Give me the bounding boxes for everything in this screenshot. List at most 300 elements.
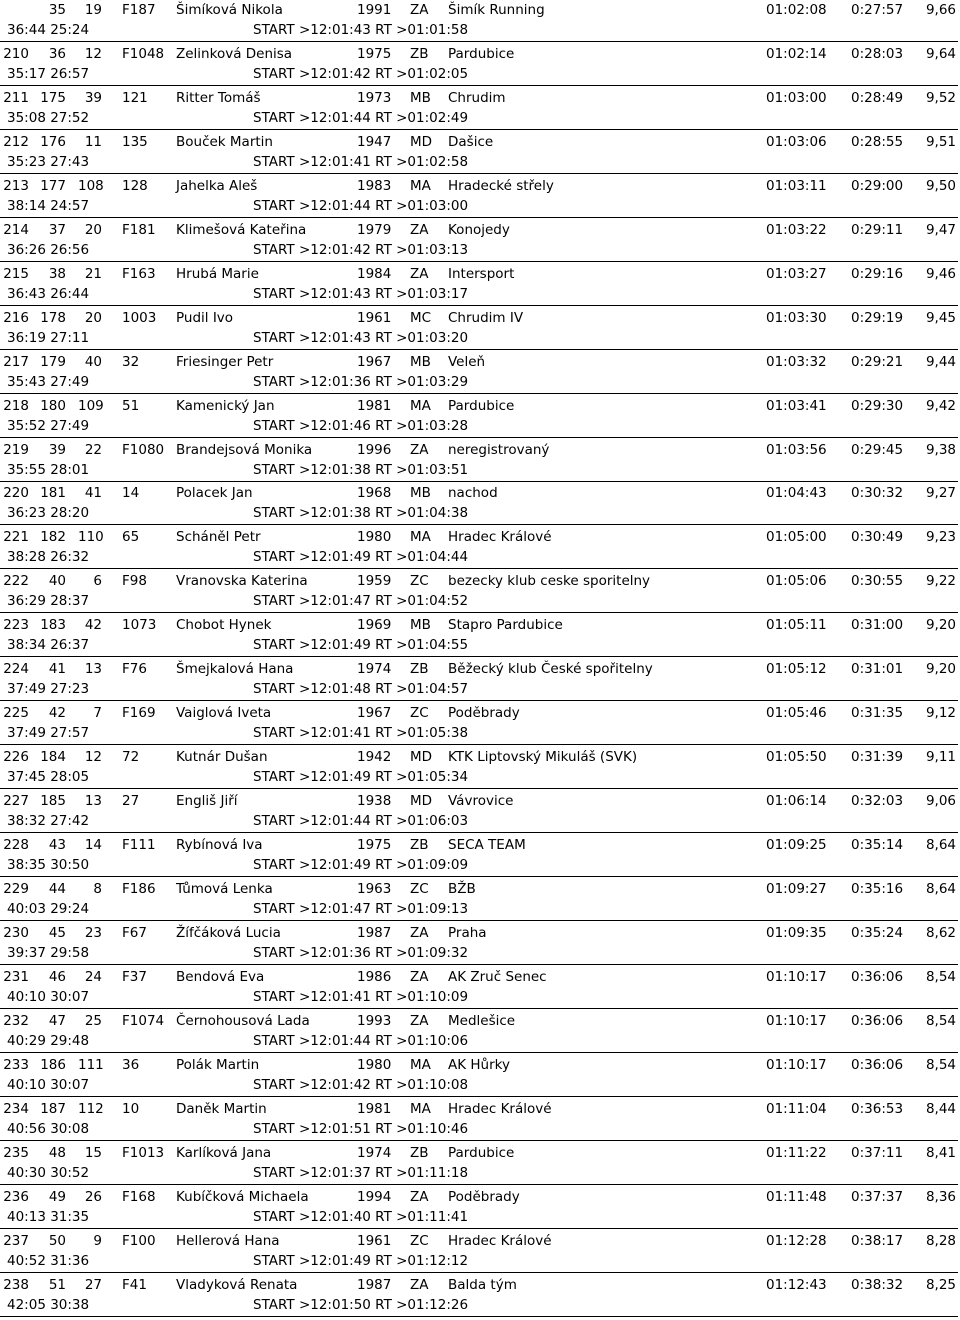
time-behind: 0:31:01 <box>851 661 904 678</box>
category-code: ZA <box>410 968 429 985</box>
row-detail-line <box>0 460 960 480</box>
row-main-line <box>0 879 960 899</box>
subcategory-position: 23 <box>84 924 102 941</box>
overall-place: 222 <box>3 573 29 590</box>
row-main-line <box>0 396 960 416</box>
overall-place: 231 <box>3 968 29 985</box>
start-info: START >12:01:43 RT >01:03:20 <box>253 329 469 346</box>
category-code: ZB <box>410 837 429 854</box>
row-divider <box>0 524 958 525</box>
overall-place: 218 <box>3 397 29 414</box>
row-divider <box>0 305 958 306</box>
category-code: MD <box>410 793 433 810</box>
row-detail-line <box>0 767 960 787</box>
speed-kmh: 8,44 <box>925 1100 956 1117</box>
category-position: 38 <box>48 265 66 282</box>
speed-kmh: 8,64 <box>925 881 956 897</box>
category-position: 50 <box>48 1232 66 1249</box>
time-behind: 0:35:16 <box>851 881 904 897</box>
split-times: 38:32 27:42 <box>7 813 90 830</box>
row-divider <box>0 1316 958 1317</box>
row-divider <box>0 349 958 350</box>
subcategory-position: 27 <box>84 1276 102 1293</box>
category-code: MA <box>410 529 431 546</box>
subcategory-position: 42 <box>84 617 102 634</box>
time-behind: 0:31:39 <box>851 749 904 766</box>
row-detail-line <box>0 284 960 304</box>
table-row <box>0 483 960 527</box>
table-row <box>0 308 960 352</box>
club-name: BŽB <box>448 881 476 897</box>
row-divider <box>0 437 958 438</box>
bib-number: F76 <box>122 661 147 678</box>
birth-year: 1975 <box>357 45 392 62</box>
row-main-line <box>0 527 960 547</box>
category-code: MD <box>410 749 433 766</box>
bib-number: F1074 <box>122 1012 165 1029</box>
bib-number: F163 <box>122 265 156 282</box>
club-name: Poděbrady <box>448 1188 520 1205</box>
category-code: MD <box>410 133 433 150</box>
table-row <box>0 1055 960 1099</box>
time-behind: 0:36:06 <box>851 968 904 985</box>
subcategory-position: 20 <box>84 221 102 238</box>
row-main-line <box>0 703 960 723</box>
row-main-line <box>0 1187 960 1207</box>
subcategory-position: 6 <box>93 573 102 590</box>
split-times: 36:29 28:37 <box>7 593 90 610</box>
category-position: 181 <box>40 485 66 502</box>
time-behind: 0:29:21 <box>851 353 904 370</box>
runner-name: Hrubá Marie <box>176 265 259 282</box>
category-position: 183 <box>40 617 66 634</box>
category-code: ZB <box>410 661 429 678</box>
birth-year: 1991 <box>357 2 392 18</box>
subcategory-position: 20 <box>84 309 102 326</box>
speed-kmh: 9,12 <box>925 705 956 722</box>
row-divider <box>0 920 958 921</box>
speed-kmh: 9,06 <box>925 793 956 810</box>
subcategory-position: 108 <box>78 177 104 194</box>
row-detail-line <box>0 899 960 919</box>
subcategory-position: 40 <box>84 353 102 370</box>
split-times: 36:26 26:56 <box>7 241 90 258</box>
club-name: Hradec Králové <box>448 529 552 546</box>
split-times: 40:52 31:36 <box>7 1252 90 1269</box>
row-divider <box>0 129 958 130</box>
category-position: 48 <box>48 1144 66 1161</box>
category-position: 184 <box>40 749 66 766</box>
time-behind: 0:27:57 <box>851 2 904 18</box>
row-main-line <box>0 791 960 811</box>
category-position: 182 <box>40 529 66 546</box>
club-name: Poděbrady <box>448 705 520 722</box>
row-detail-line <box>0 503 960 523</box>
category-position: 35 <box>48 2 66 18</box>
start-info: START >12:01:42 RT >01:10:08 <box>253 1076 469 1093</box>
split-times: 37:49 27:23 <box>7 681 90 698</box>
category-code: ZA <box>410 221 429 238</box>
runner-name: Friesinger Petr <box>176 353 274 370</box>
row-detail-line <box>0 416 960 436</box>
birth-year: 1996 <box>357 441 392 458</box>
start-info: START >12:01:36 RT >01:09:32 <box>253 944 469 961</box>
runner-name: Brandejsová Monika <box>176 441 313 458</box>
birth-year: 1994 <box>357 1188 392 1205</box>
row-detail-line <box>0 328 960 348</box>
runner-name: Polák Martin <box>176 1056 260 1073</box>
time-behind: 0:35:14 <box>851 837 904 854</box>
row-divider <box>0 744 958 745</box>
speed-kmh: 9,44 <box>925 353 956 370</box>
finish-time: 01:12:28 <box>766 1232 827 1249</box>
overall-place: 219 <box>3 441 29 458</box>
category-position: 180 <box>40 397 66 414</box>
row-detail-line <box>0 987 960 1007</box>
finish-time: 01:11:04 <box>766 1100 827 1117</box>
row-divider <box>0 1096 958 1097</box>
subcategory-position: 22 <box>84 441 102 458</box>
bib-number: F187 <box>122 2 156 18</box>
finish-time: 01:05:06 <box>766 573 827 590</box>
row-main-line <box>0 571 960 591</box>
subcategory-position: 24 <box>84 968 102 985</box>
birth-year: 1959 <box>357 573 392 590</box>
club-name: Šimík Running <box>448 2 545 18</box>
overall-place: 224 <box>3 661 29 678</box>
table-row <box>0 396 960 440</box>
speed-kmh: 9,20 <box>925 617 956 634</box>
bib-number: F37 <box>122 968 147 985</box>
row-main-line <box>0 923 960 943</box>
split-times: 35:55 28:01 <box>7 461 90 478</box>
subcategory-position: 11 <box>84 133 102 150</box>
time-behind: 0:28:55 <box>851 133 904 150</box>
finish-time: 01:03:41 <box>766 397 827 414</box>
start-info: START >12:01:44 RT >01:03:00 <box>253 197 469 214</box>
subcategory-position: 109 <box>78 397 104 414</box>
club-name: bezecky klub ceske sporitelny <box>448 573 651 590</box>
split-times: 40:10 30:07 <box>7 988 90 1005</box>
start-info: START >12:01:48 RT >01:04:57 <box>253 681 469 698</box>
finish-time: 01:03:56 <box>766 441 827 458</box>
birth-year: 1979 <box>357 221 392 238</box>
table-row <box>0 352 960 396</box>
bib-number: 10 <box>122 1100 140 1117</box>
category-code: ZB <box>410 1144 429 1161</box>
category-code: ZA <box>410 1188 429 1205</box>
start-info: START >12:01:38 RT >01:03:51 <box>253 461 469 478</box>
club-name: Hradec Králové <box>448 1232 552 1249</box>
speed-kmh: 9,22 <box>925 573 956 590</box>
birth-year: 1981 <box>357 1100 392 1117</box>
finish-time: 01:10:17 <box>766 1056 827 1073</box>
club-name: SECA TEAM <box>448 837 526 854</box>
overall-place: 212 <box>3 133 29 150</box>
split-times: 38:34 26:37 <box>7 637 90 654</box>
row-main-line <box>0 835 960 855</box>
subcategory-position: 14 <box>84 837 102 854</box>
speed-kmh: 8,54 <box>925 968 956 985</box>
finish-time: 01:05:50 <box>766 749 827 766</box>
birth-year: 1961 <box>357 1232 392 1249</box>
table-row <box>0 176 960 220</box>
category-position: 41 <box>48 661 66 678</box>
bib-number: F1048 <box>122 45 165 62</box>
table-row <box>0 967 960 1011</box>
birth-year: 1961 <box>357 309 392 326</box>
subcategory-position: 21 <box>84 265 102 282</box>
finish-time: 01:06:14 <box>766 793 827 810</box>
start-info: START >12:01:42 RT >01:03:13 <box>253 241 469 258</box>
category-code: MB <box>410 617 431 634</box>
start-info: START >12:01:41 RT >01:02:58 <box>253 153 469 170</box>
club-name: Chrudim IV <box>448 309 524 326</box>
bib-number: 121 <box>122 89 148 106</box>
time-behind: 0:28:03 <box>851 45 904 62</box>
subcategory-position: 25 <box>84 1012 102 1029</box>
subcategory-position: 13 <box>84 793 102 810</box>
split-times: 35:17 26:57 <box>7 65 90 82</box>
row-detail-line <box>0 943 960 963</box>
category-position: 51 <box>48 1276 66 1293</box>
row-divider <box>0 481 958 482</box>
finish-time: 01:10:17 <box>766 1012 827 1029</box>
row-divider <box>0 261 958 262</box>
category-code: MB <box>410 353 431 370</box>
runner-name: Vladyková Renata <box>176 1276 298 1293</box>
row-detail-line <box>0 1163 960 1183</box>
time-behind: 0:29:30 <box>851 397 904 414</box>
runner-name: Ritter Tomáš <box>176 89 261 106</box>
category-position: 175 <box>40 89 66 106</box>
category-code: MB <box>410 89 431 106</box>
split-times: 36:23 28:20 <box>7 505 90 522</box>
club-name: AK Hůrky <box>448 1056 510 1073</box>
club-name: AK Zruč Senec <box>448 968 547 985</box>
birth-year: 1981 <box>357 397 392 414</box>
runner-name: Hellerová Hana <box>176 1232 280 1249</box>
split-times: 36:19 27:11 <box>7 329 90 346</box>
overall-place: 233 <box>3 1056 29 1073</box>
row-detail-line <box>0 1207 960 1227</box>
speed-kmh: 9,45 <box>925 309 956 326</box>
time-behind: 0:38:32 <box>851 1276 904 1293</box>
birth-year: 1993 <box>357 1012 392 1029</box>
runner-name: Vranovska Katerina <box>176 573 308 590</box>
category-code: ZA <box>410 1012 429 1029</box>
row-divider <box>0 832 958 833</box>
start-info: START >12:01:47 RT >01:09:13 <box>253 901 469 917</box>
runner-name: Tůmová Lenka <box>176 881 273 897</box>
start-info: START >12:01:51 RT >01:10:46 <box>253 1120 469 1137</box>
row-main-line <box>0 352 960 372</box>
time-behind: 0:29:11 <box>851 221 904 238</box>
table-row <box>0 0 960 44</box>
overall-place: 226 <box>3 749 29 766</box>
category-code: MA <box>410 177 431 194</box>
table-row <box>0 1187 960 1231</box>
category-code: ZA <box>410 2 429 18</box>
row-detail-line <box>0 20 960 40</box>
row-divider <box>0 964 958 965</box>
speed-kmh: 8,54 <box>925 1012 956 1029</box>
category-position: 39 <box>48 441 66 458</box>
category-code: MA <box>410 397 431 414</box>
speed-kmh: 8,36 <box>925 1188 956 1205</box>
runner-name: Bendová Eva <box>176 968 265 985</box>
overall-place: 211 <box>3 89 29 106</box>
subcategory-position: 110 <box>78 529 104 546</box>
time-behind: 0:28:49 <box>851 89 904 106</box>
time-behind: 0:30:49 <box>851 529 904 546</box>
runner-name: Kamenický Jan <box>176 397 275 414</box>
overall-place: 238 <box>3 1276 29 1293</box>
row-divider <box>0 788 958 789</box>
start-info: START >12:01:41 RT >01:10:09 <box>253 988 469 1005</box>
category-code: MB <box>410 485 431 502</box>
time-behind: 0:29:16 <box>851 265 904 282</box>
overall-place: 220 <box>3 485 29 502</box>
runner-name: Šmejkalová Hana <box>176 661 294 678</box>
speed-kmh: 9,46 <box>925 265 956 282</box>
birth-year: 1980 <box>357 1056 392 1073</box>
start-info: START >12:01:49 RT >01:09:09 <box>253 857 469 874</box>
runner-name: Chobot Hynek <box>176 617 272 634</box>
finish-time: 01:02:08 <box>766 2 827 18</box>
overall-place: 215 <box>3 265 29 282</box>
bib-number: F67 <box>122 924 147 941</box>
overall-place: 210 <box>3 45 29 62</box>
subcategory-position: 26 <box>84 1188 102 1205</box>
split-times: 37:45 28:05 <box>7 769 90 786</box>
split-times: 40:30 30:52 <box>7 1164 90 1181</box>
speed-kmh: 8,25 <box>925 1276 956 1293</box>
bib-number: 128 <box>122 177 148 194</box>
row-detail-line <box>0 811 960 831</box>
speed-kmh: 9,27 <box>925 485 956 502</box>
row-main-line <box>0 615 960 635</box>
table-row <box>0 747 960 791</box>
overall-place: 227 <box>3 793 29 810</box>
split-times: 37:49 27:57 <box>7 725 90 742</box>
overall-place: 221 <box>3 529 29 546</box>
birth-year: 1986 <box>357 968 392 985</box>
split-times: 40:56 30:08 <box>7 1120 90 1137</box>
subcategory-position: 111 <box>78 1056 104 1073</box>
overall-place: 229 <box>3 881 29 897</box>
category-position: 178 <box>40 309 66 326</box>
finish-time: 01:11:22 <box>766 1144 827 1161</box>
bib-number: F111 <box>122 837 156 854</box>
row-main-line <box>0 1011 960 1031</box>
speed-kmh: 8,28 <box>925 1232 956 1249</box>
row-divider <box>0 85 958 86</box>
table-row <box>0 1275 960 1319</box>
runner-name: Žífčáková Lucia <box>176 924 281 941</box>
speed-kmh: 9,52 <box>925 89 956 106</box>
row-main-line <box>0 308 960 328</box>
club-name: neregistrovaný <box>448 441 550 458</box>
finish-time: 01:12:43 <box>766 1276 827 1293</box>
bib-number: 32 <box>122 353 140 370</box>
split-times: 35:08 27:52 <box>7 109 90 126</box>
row-detail-line <box>0 591 960 611</box>
table-row <box>0 703 960 747</box>
split-times: 40:10 30:07 <box>7 1076 90 1093</box>
speed-kmh: 9,42 <box>925 397 956 414</box>
speed-kmh: 8,54 <box>925 1056 956 1073</box>
start-info: START >12:01:46 RT >01:03:28 <box>253 417 469 434</box>
bib-number: F181 <box>122 221 156 238</box>
birth-year: 1942 <box>357 749 392 766</box>
start-info: START >12:01:40 RT >01:11:41 <box>253 1208 469 1225</box>
table-row <box>0 264 960 308</box>
bib-number: F100 <box>122 1232 156 1249</box>
start-info: START >12:01:37 RT >01:11:18 <box>253 1164 469 1181</box>
subcategory-position: 12 <box>84 45 102 62</box>
overall-place: 228 <box>3 837 29 854</box>
subcategory-position: 41 <box>84 485 102 502</box>
row-divider <box>0 876 958 877</box>
row-main-line <box>0 440 960 460</box>
category-code: ZC <box>410 1232 429 1249</box>
overall-place: 213 <box>3 177 29 194</box>
row-main-line <box>0 747 960 767</box>
start-info: START >12:01:44 RT >01:06:03 <box>253 813 469 830</box>
time-behind: 0:31:00 <box>851 617 904 634</box>
split-times: 35:52 27:49 <box>7 417 90 434</box>
category-position: 179 <box>40 353 66 370</box>
row-main-line <box>0 44 960 64</box>
start-info: START >12:01:49 RT >01:05:34 <box>253 769 469 786</box>
runner-name: Klimešová Kateřina <box>176 221 307 238</box>
row-detail-line <box>0 372 960 392</box>
category-code: ZA <box>410 441 429 458</box>
speed-kmh: 9,50 <box>925 177 956 194</box>
category-code: ZC <box>410 881 429 897</box>
split-times: 42:05 30:38 <box>7 1296 90 1313</box>
category-position: 45 <box>48 924 66 941</box>
club-name: Hradec Králové <box>448 1100 552 1117</box>
row-divider <box>0 1228 958 1229</box>
row-divider <box>0 656 958 657</box>
finish-time: 01:05:46 <box>766 705 827 722</box>
table-row <box>0 1143 960 1187</box>
bib-number: F41 <box>122 1276 147 1293</box>
finish-time: 01:10:17 <box>766 968 827 985</box>
overall-place: 216 <box>3 309 29 326</box>
birth-year: 1968 <box>357 485 392 502</box>
runner-name: Kubíčková Michaela <box>176 1188 309 1205</box>
bib-number: F1080 <box>122 441 165 458</box>
row-detail-line <box>0 723 960 743</box>
birth-year: 1967 <box>357 353 392 370</box>
overall-place: 223 <box>3 617 29 634</box>
overall-place: 235 <box>3 1144 29 1161</box>
club-name: Intersport <box>448 265 515 282</box>
row-divider <box>0 393 958 394</box>
row-detail-line <box>0 1251 960 1271</box>
category-position: 185 <box>40 793 66 810</box>
start-info: START >12:01:43 RT >01:01:58 <box>253 22 469 38</box>
split-times: 40:03 29:24 <box>7 901 90 917</box>
category-code: ZA <box>410 265 429 282</box>
row-main-line <box>0 88 960 108</box>
table-row <box>0 923 960 967</box>
row-detail-line <box>0 1119 960 1139</box>
birth-year: 1947 <box>357 133 392 150</box>
